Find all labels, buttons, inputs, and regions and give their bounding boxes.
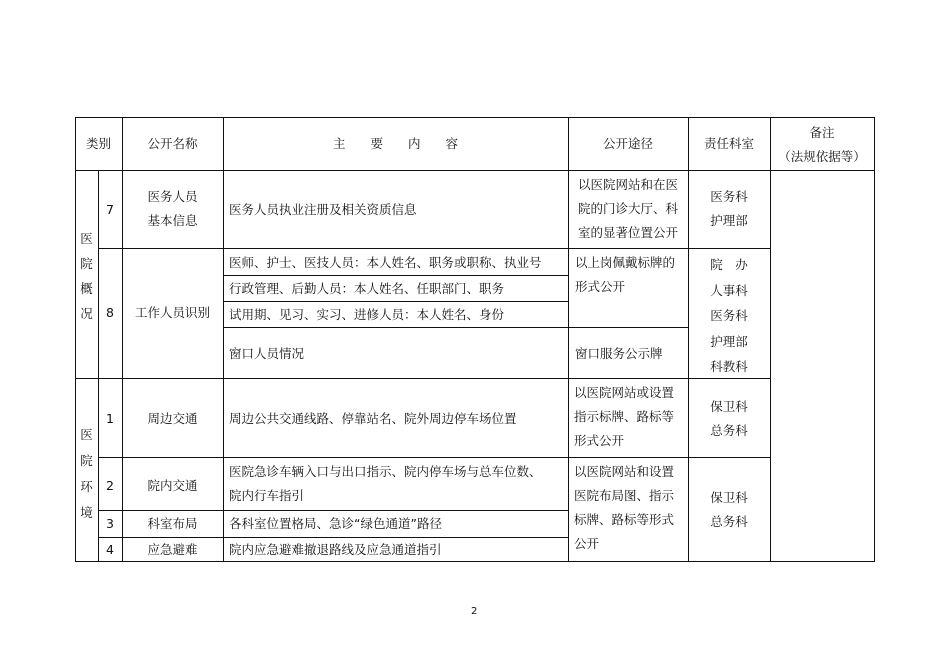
header-remarks: 备注 （法规依据等） (778, 125, 866, 164)
item-channel: 以医院网站或设置 指示标牌、路标等 形式公开 (574, 385, 675, 448)
item-channel: 以医院网站和在医 院的门诊大厅、科 室的显著位置公开 (577, 177, 678, 240)
shared-channel: 以医院网站和设置 医院布局图、指示 标牌、路标等形式 公开 (574, 464, 675, 551)
item-number: 2 (106, 478, 114, 493)
page-number: 2 (471, 606, 478, 617)
item-content: 医务人员执业注册及相关资质信息 (229, 202, 417, 217)
shared-dept: 保卫科 总务科 (710, 490, 748, 529)
header-content: 主 要 内 容 (332, 136, 458, 151)
item-content-row: 窗口人员情况 (229, 346, 305, 361)
item-dept: 院 办 人事科 医务科 护理部 科教科 (710, 257, 748, 374)
item-content: 医院急诊车辆入口与出口指示、院内停车场与总车位数、 院内行车指引 (229, 464, 542, 503)
item-number: 3 (106, 516, 114, 531)
item-channel-window: 窗口服务公示牌 (575, 346, 663, 361)
item-name: 医务人员 基本信息 (147, 189, 198, 228)
item-content-row: 试用期、见习、实习、进修人员：本人姓名、身份 (229, 307, 505, 322)
item-name: 应急避难 (147, 542, 198, 557)
item-number: 7 (106, 202, 114, 217)
item-content: 周边公共交通线路、停靠站名、院外周边停车场位置 (229, 411, 517, 426)
item-dept: 保卫科 总务科 (710, 399, 748, 438)
item-number: 4 (106, 542, 114, 557)
item-number: 1 (106, 411, 114, 426)
item-content: 院内应急避难撤退路线及应急通道指引 (229, 542, 442, 557)
item-content-row: 行政管理、后勤人员：本人姓名、任职部门、职务 (229, 281, 505, 296)
item-content-row: 医师、护士、医技人员：本人姓名、职务或职称、执业号 (229, 255, 542, 270)
item-content: 各科室位置格局、急诊“绿色通道”路径 (229, 516, 442, 531)
item-name: 工作人员识别 (134, 305, 210, 320)
item-name: 院内交通 (147, 478, 198, 493)
header-channel: 公开途径 (602, 136, 653, 151)
header-dept: 责任科室 (703, 136, 754, 151)
item-number: 8 (106, 305, 114, 320)
header-item-name: 公开名称 (147, 136, 198, 151)
item-dept: 医务科 护理部 (710, 189, 748, 228)
section-category-environment: 医 院 环 境 (80, 427, 93, 520)
item-channel: 以上岗佩戴标牌的 形式公开 (575, 255, 676, 294)
item-name: 周边交通 (147, 411, 198, 426)
item-name: 科室布局 (147, 516, 198, 531)
header-category: 类别 (85, 136, 111, 151)
section-category-overview: 医 院 概 况 (80, 231, 93, 321)
